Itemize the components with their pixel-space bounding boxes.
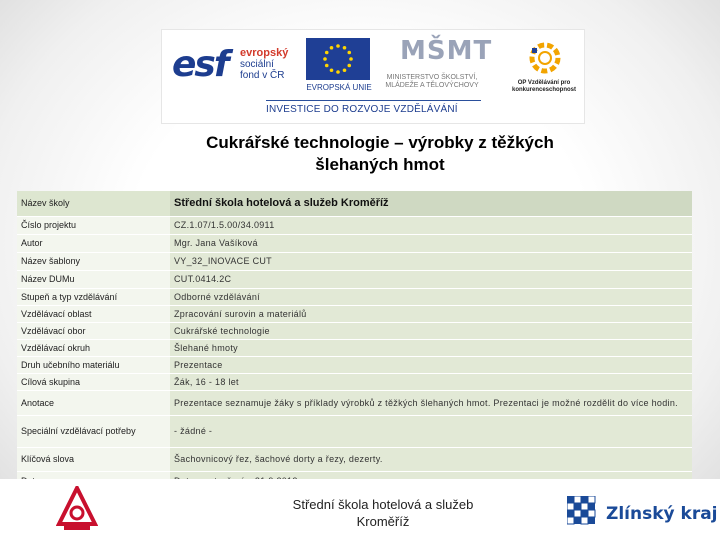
table-row [17, 322, 692, 339]
table-row [17, 339, 692, 356]
row-key: Vzdělávací okruh [17, 339, 170, 356]
row-value: Šachovnicový řez, šachové dorty a řezy, dezerty. [170, 447, 692, 471]
op-vk-label: OP Vzdělávání pro konkurenceschopnost [511, 80, 576, 93]
table-row [17, 447, 692, 471]
eu-star [325, 64, 329, 68]
msmt-logo: MŠMT [400, 36, 493, 66]
row-key: Autor [17, 234, 170, 252]
row-value: Odborné vzdělávání [170, 288, 692, 305]
investice-rule [266, 100, 481, 101]
row-value: VY_32_INOVACE CUT [170, 252, 692, 270]
row-key: Klíčová slova [17, 447, 170, 471]
eu-star [349, 57, 353, 61]
row-key: Název DUMu [17, 270, 170, 288]
row-value: - žádné - [170, 415, 692, 447]
eu-star [325, 51, 329, 55]
table-row [17, 288, 692, 305]
row-value: Zpracování surovin a materiálů [170, 305, 692, 322]
school-emblem-icon [56, 486, 98, 532]
row-value: CZ.1.07/1.5.00/34.0911 [170, 216, 692, 234]
school-name-line-2: Kroměříž [356, 514, 410, 529]
esf-line-2: sociální [240, 59, 274, 70]
table-row [17, 390, 692, 415]
school-name-line-1: Střední škola hotelová a služeb [292, 497, 474, 512]
zlin-region-crest-icon [567, 496, 597, 532]
table-row [17, 252, 692, 270]
row-key: Název šablony [17, 252, 170, 270]
msmt-label: MINISTERSTVO ŠKOLSTVÍ, MLÁDEŽE A TĚLOVÝCHOVY [385, 74, 479, 89]
title-line-2: šlehaných hmot [315, 155, 445, 174]
esf-letters: esf [172, 44, 228, 85]
esf-line-1: evropský [240, 47, 289, 59]
eu-star [336, 70, 340, 74]
row-value: Cukrářské technologie [170, 322, 692, 339]
table-row [17, 216, 692, 234]
table-row [17, 305, 692, 322]
row-value: CUT.0414.2C [170, 270, 692, 288]
region-name: Zlínský kraj [606, 504, 718, 524]
eu-star [330, 68, 334, 72]
row-value: Prezentace seznamuje žáky s příklady výrobků z těžkých šlehaných hmot. Prezentaci je možné rozdělit do více hodin. [170, 390, 692, 415]
eu-star [347, 64, 351, 68]
table-row [17, 234, 692, 252]
eu-star [343, 46, 347, 50]
row-key: Stupeň a typ vzdělávání [17, 288, 170, 305]
footer [0, 479, 720, 540]
partner-logo-bar [161, 29, 585, 124]
eu-star [323, 57, 327, 61]
table-row [17, 415, 692, 447]
row-key: Vzdělávací oblast [17, 305, 170, 322]
eu-label: EVROPSKÁ UNIE [306, 83, 372, 92]
metadata-table [17, 191, 692, 492]
investice-slogan: INVESTICE DO ROZVOJE VZDĚLÁVÁNÍ [266, 104, 458, 115]
row-key: Anotace [17, 390, 170, 415]
school-name-footer [283, 496, 483, 530]
eu-star [347, 51, 351, 55]
eu-star [343, 68, 347, 72]
table-row [17, 270, 692, 288]
title-line-1: Cukrářské technologie – výrobky z těžkých [206, 133, 554, 152]
page-title [100, 132, 660, 176]
row-value: Žák, 16 - 18 let [170, 373, 692, 390]
eu-star [336, 44, 340, 48]
table-row [17, 191, 692, 216]
row-key: Speciální vzdělávací potřeby [17, 415, 170, 447]
eu-star [330, 46, 334, 50]
row-value: Střední škola hotelová a služeb Kroměříž [170, 191, 692, 216]
row-key: Vzdělávací obor [17, 322, 170, 339]
table-row [17, 356, 692, 373]
row-key: Cílová skupina [17, 373, 170, 390]
row-value: Prezentace [170, 356, 692, 373]
esf-logo [172, 38, 238, 98]
row-key: Název školy [17, 191, 170, 216]
row-key: Číslo projektu [17, 216, 170, 234]
row-value: Šlehané hmoty [170, 339, 692, 356]
row-key: Druh učebního materiálu [17, 356, 170, 373]
row-value: Mgr. Jana Vašíková [170, 234, 692, 252]
esf-line-3: fond v ČR [240, 70, 285, 81]
eu-flag-icon [306, 38, 370, 80]
esf-text [240, 48, 300, 81]
table-row [17, 373, 692, 390]
